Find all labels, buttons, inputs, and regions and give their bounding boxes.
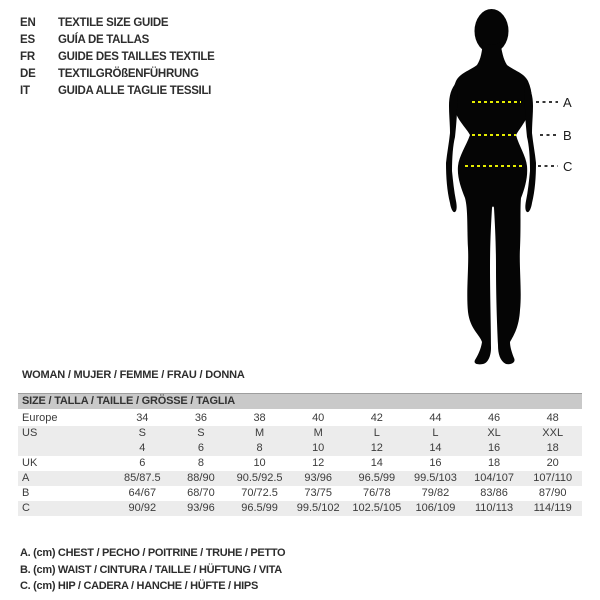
language-label: TEXTILE SIZE GUIDE xyxy=(58,17,169,29)
table-cell: M xyxy=(313,427,323,439)
language-code: IT xyxy=(20,85,30,97)
table-cell: 87/90 xyxy=(538,487,567,499)
table-cell: 83/86 xyxy=(480,487,508,499)
table-cell: 64/67 xyxy=(128,487,157,499)
table-cell: 10 xyxy=(312,442,325,454)
table-cell: 99.5/102 xyxy=(296,502,340,514)
table-cell: 10 xyxy=(253,457,266,469)
language-row-de xyxy=(20,66,215,83)
table-cell: S xyxy=(138,427,146,439)
measure-label-c: C xyxy=(563,159,573,174)
table-cell: 48 xyxy=(546,412,559,424)
row-label xyxy=(18,441,113,456)
table-cell: S xyxy=(197,427,205,439)
table-cell: 68/70 xyxy=(187,487,215,499)
table-cell: 6 xyxy=(139,457,146,469)
row-label: Europe xyxy=(22,412,58,424)
table-cell: 36 xyxy=(194,412,208,424)
table-cell: 12 xyxy=(370,442,383,454)
table-row-uk xyxy=(18,456,582,471)
section-title-woman: WOMAN / MUJER / FEMME / FRAU / DONNA xyxy=(22,369,245,381)
language-row-en xyxy=(20,15,215,32)
language-row-es xyxy=(20,32,215,49)
table-row-us xyxy=(18,426,582,441)
table-row-chest-a xyxy=(18,471,582,486)
woman-silhouette-figure xyxy=(430,5,580,375)
table-cell: XXL xyxy=(542,427,564,439)
table-cell: L xyxy=(373,427,380,439)
language-code: FR xyxy=(20,51,35,63)
table-cell: 102.5/105 xyxy=(352,502,402,514)
table-cell: 114/119 xyxy=(533,502,572,514)
table-cell: 96.5/99 xyxy=(358,472,396,484)
table-cell: 110/113 xyxy=(474,502,514,514)
table-cell: 106/109 xyxy=(415,502,456,514)
language-row-it xyxy=(20,83,215,100)
table-row-waist-b xyxy=(18,486,582,501)
row-label: US xyxy=(22,427,38,439)
language-title-list xyxy=(20,15,215,100)
table-cell: 93/96 xyxy=(304,472,332,484)
table-cell: 46 xyxy=(487,412,501,424)
table-cell: 40 xyxy=(312,412,325,424)
measure-label-a: A xyxy=(563,95,572,110)
table-cell: 16 xyxy=(487,442,501,454)
table-cell: 38 xyxy=(253,412,266,424)
legend-hip: C. (cm) HIP / CADERA / HANCHE / HÜFTE / HIPS xyxy=(20,580,258,592)
table-cell: 8 xyxy=(256,442,263,454)
language-code: DE xyxy=(20,68,36,80)
table-cell: 18 xyxy=(487,457,501,469)
table-cell: 6 xyxy=(197,442,204,454)
language-label: TEXTILGRÖßENFÜHRUNG xyxy=(58,68,199,80)
table-cell: 12 xyxy=(312,457,325,469)
table-cell: 90/92 xyxy=(128,502,157,514)
table-cell: 104/107 xyxy=(474,472,514,484)
table-cell: 96.5/99 xyxy=(241,502,278,514)
legend-waist: B. (cm) WAIST / CINTURA / TAILLE / HÜFTUNG / VITA xyxy=(20,563,282,576)
language-label: GUIDA ALLE TAGLIE TESSILI xyxy=(58,85,212,97)
table-cell: 76/78 xyxy=(363,487,391,499)
language-label: GUÍA DE TALLAS xyxy=(58,34,149,46)
table-cell: 34 xyxy=(136,412,149,424)
size-table-header: SIZE / TALLA / TAILLE / GRÖSSE / TAGLIA xyxy=(18,393,582,409)
table-cell: 107/110 xyxy=(533,472,573,484)
language-code: EN xyxy=(20,17,36,29)
table-cell: 90.5/92.5 xyxy=(236,472,283,484)
table-cell: 85/87.5 xyxy=(123,472,161,484)
table-cell: 42 xyxy=(370,412,383,424)
language-row-fr xyxy=(20,49,215,66)
table-row-us-numeric xyxy=(18,441,582,456)
table-cell: 20 xyxy=(546,457,559,469)
size-table xyxy=(18,393,582,516)
table-cell: 73/75 xyxy=(304,487,332,499)
table-row-hip-c xyxy=(18,501,582,516)
measure-label-b: B xyxy=(563,128,572,143)
table-cell: 99.5/103 xyxy=(414,472,457,484)
table-row-europe xyxy=(18,411,582,426)
row-label: C xyxy=(22,502,30,514)
table-cell: 4 xyxy=(139,442,146,454)
row-label: B xyxy=(22,487,30,499)
table-cell: 16 xyxy=(429,457,442,469)
table-cell: 88/90 xyxy=(187,472,215,484)
language-label: GUIDE DES TAILLES TEXTILE xyxy=(58,51,215,63)
measurement-legend xyxy=(20,545,285,595)
table-cell: 8 xyxy=(197,457,204,469)
table-cell: 93/96 xyxy=(187,502,215,514)
table-cell: 18 xyxy=(546,442,559,454)
table-cell: L xyxy=(432,427,439,439)
table-cell: 44 xyxy=(429,412,442,424)
language-code: ES xyxy=(20,34,35,46)
table-cell: 70/72.5 xyxy=(241,487,278,499)
table-cell: XL xyxy=(487,427,501,439)
table-cell: 79/82 xyxy=(421,487,450,499)
legend-chest: A. (cm) CHEST / PECHO / POITRINE / TRUHE / PETTO xyxy=(20,547,286,559)
table-cell: 14 xyxy=(370,457,383,469)
row-label: A xyxy=(22,472,30,484)
table-cell: M xyxy=(254,427,265,439)
table-cell: 14 xyxy=(429,442,442,454)
woman-silhouette-icon xyxy=(430,5,580,375)
row-label: UK xyxy=(22,457,38,469)
